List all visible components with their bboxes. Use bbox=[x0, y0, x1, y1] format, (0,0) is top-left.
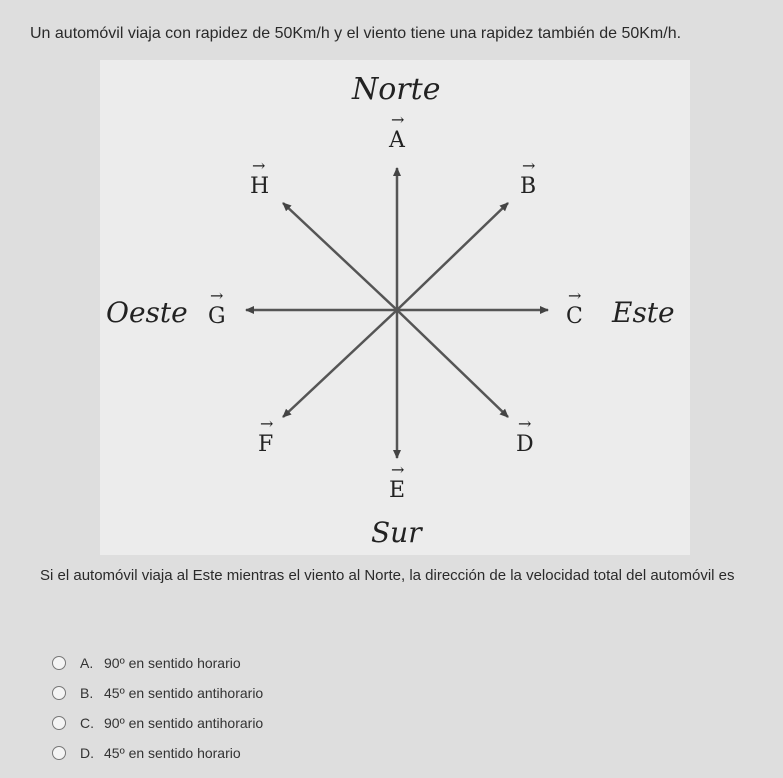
option-text: 90º en sentido horario bbox=[104, 655, 241, 671]
vector-d-label bbox=[516, 414, 534, 457]
vector-h-label bbox=[250, 156, 270, 199]
south-label: Sur bbox=[371, 516, 422, 549]
vector-b-label bbox=[520, 156, 537, 199]
vector-a-label bbox=[389, 110, 405, 153]
vector-letter: G bbox=[208, 304, 226, 329]
compass-diagram bbox=[100, 60, 690, 555]
option-letter: C. bbox=[80, 715, 94, 731]
vector-letter: F bbox=[258, 432, 274, 457]
question-prompt: Si el automóvil viaja al Este mientras el viento al Norte, la dirección de la velocidad total del automóvil es bbox=[40, 567, 735, 584]
vector-c-label bbox=[566, 286, 583, 329]
east-label: Este bbox=[612, 296, 675, 329]
option-text: 90º en sentido antihorario bbox=[104, 715, 264, 731]
vector-arrow-symbol: → bbox=[391, 110, 405, 129]
option-c[interactable] bbox=[50, 708, 263, 738]
vector-arrow-symbol: → bbox=[260, 414, 274, 433]
arrow-northeast bbox=[397, 203, 508, 310]
vector-g-label bbox=[208, 286, 226, 329]
vector-arrow-symbol: → bbox=[210, 286, 224, 305]
north-label: Norte bbox=[352, 72, 441, 107]
arrow-southeast bbox=[397, 310, 508, 417]
vector-letter: B bbox=[520, 174, 537, 199]
vector-arrow-symbol: → bbox=[391, 460, 405, 479]
radio-button[interactable] bbox=[52, 656, 66, 670]
option-text: 45º en sentido antihorario bbox=[104, 685, 264, 701]
vector-f-label bbox=[258, 414, 274, 457]
option-text: 45º en sentido horario bbox=[104, 745, 241, 761]
vector-arrow-symbol: → bbox=[518, 414, 532, 433]
vector-arrow-symbol: → bbox=[568, 286, 582, 305]
option-b[interactable] bbox=[50, 678, 263, 708]
vector-letter: E bbox=[389, 478, 406, 503]
vector-arrow-symbol: → bbox=[522, 156, 536, 175]
option-a[interactable] bbox=[50, 648, 263, 678]
radio-button[interactable] bbox=[52, 746, 66, 760]
arrow-southwest bbox=[283, 310, 397, 417]
vector-letter: C bbox=[566, 304, 583, 329]
arrow-northwest bbox=[283, 203, 397, 310]
west-label: Oeste bbox=[106, 296, 188, 329]
answer-options bbox=[50, 648, 263, 768]
vector-e-label bbox=[389, 460, 406, 503]
vector-letter: D bbox=[516, 432, 534, 457]
option-letter: D. bbox=[80, 745, 94, 761]
radio-button[interactable] bbox=[52, 686, 66, 700]
radio-button[interactable] bbox=[52, 716, 66, 730]
option-letter: A. bbox=[80, 655, 94, 671]
vector-arrow-symbol: → bbox=[252, 156, 266, 175]
vector-letter: H bbox=[250, 174, 270, 199]
vector-letter: A bbox=[389, 128, 405, 153]
option-letter: B. bbox=[80, 685, 94, 701]
option-d[interactable] bbox=[50, 738, 263, 768]
question-intro: Un automóvil viaja con rapidez de 50Km/h y el viento tiene una rapidez también de 50Km/h. bbox=[30, 25, 682, 42]
